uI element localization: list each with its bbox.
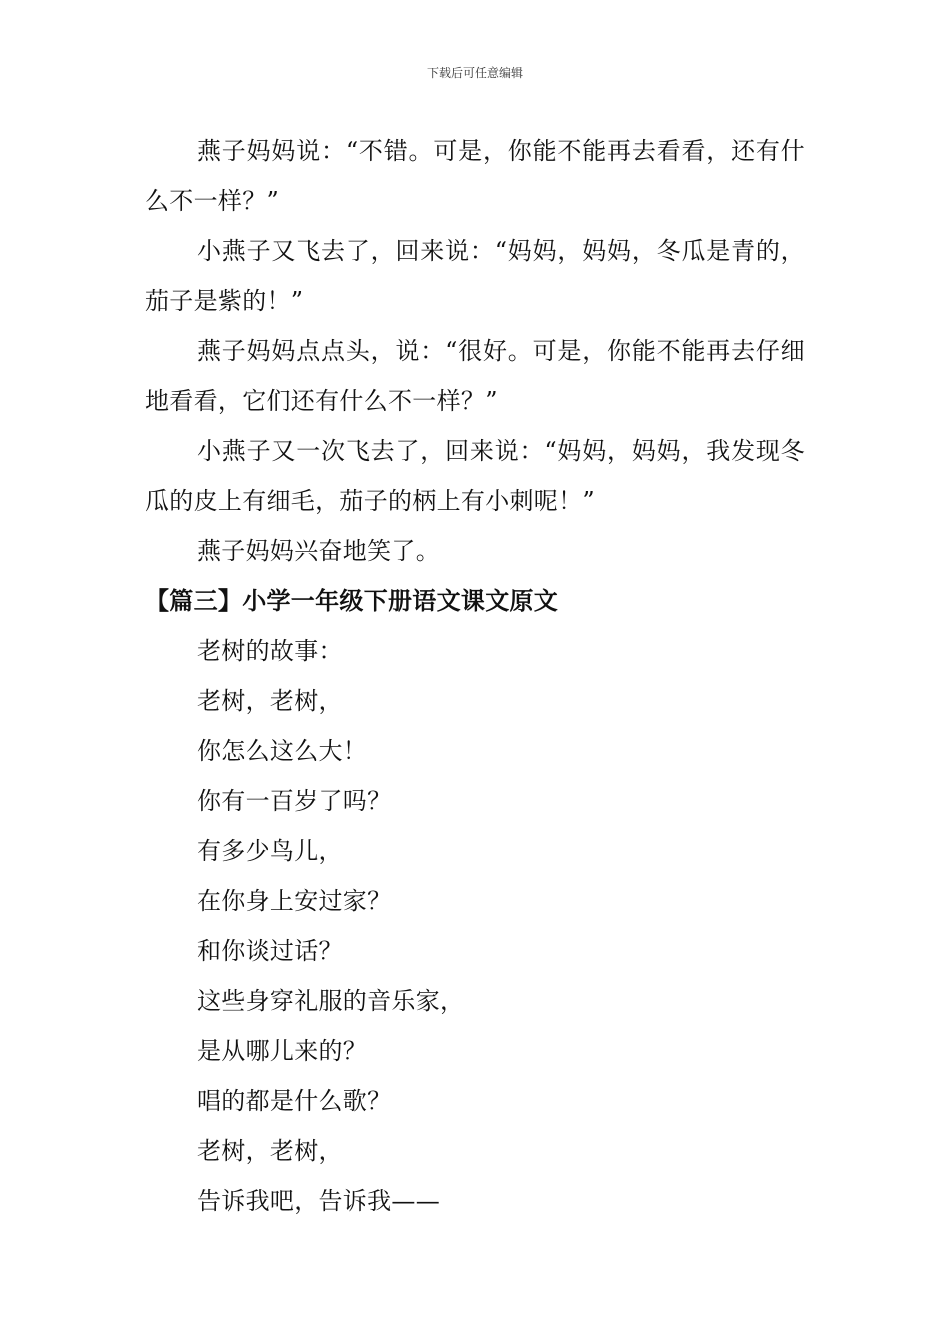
- poem-line: 和你谈过话？: [197, 937, 343, 965]
- paragraph: 燕子妈妈兴奋地笑了。: [197, 537, 440, 565]
- poem-line: 是从哪儿来的？: [197, 1037, 368, 1065]
- poem: [145, 626, 805, 1226]
- section-title: 【篇三】小学一年级下册语文课文原文: [145, 586, 559, 615]
- poem-line: 老树，老树，: [197, 687, 343, 715]
- poem-line: 有多少鸟儿，: [197, 837, 343, 865]
- poem-line: 这些身穿礼服的音乐家，: [197, 987, 465, 1015]
- poem-line: 在你身上安过家？: [197, 887, 392, 915]
- paragraph: 小燕子又一次飞去了，回来说：“妈妈，妈妈，我发现冬瓜的皮上有细毛，茄子的柄上有小刺呢！”: [145, 437, 805, 515]
- poem-line: 你有一百岁了吗？: [197, 787, 392, 815]
- paragraph: 小燕子又飞去了，回来说：“妈妈，妈妈，冬瓜是青的，茄子是紫的！”: [145, 237, 805, 315]
- page-header: 下载后可任意编辑: [426, 66, 523, 80]
- poem-line: 你怎么这么大！: [197, 737, 368, 765]
- document-body: [145, 126, 805, 1226]
- paragraph: 燕子妈妈点点头，说：“很好。可是，你能不能再去仔细地看看，它们还有什么不一样？”: [145, 337, 805, 415]
- poem-line: 告诉我吧，告诉我——: [197, 1187, 440, 1215]
- poem-line: 唱的都是什么歌？: [197, 1087, 392, 1115]
- poem-title-line: 老树的故事：: [197, 637, 343, 665]
- poem-line: 老树，老树，: [197, 1137, 343, 1165]
- paragraph: 燕子妈妈说：“不错。可是，你能不能再去看看，还有什么不一样？”: [145, 137, 805, 215]
